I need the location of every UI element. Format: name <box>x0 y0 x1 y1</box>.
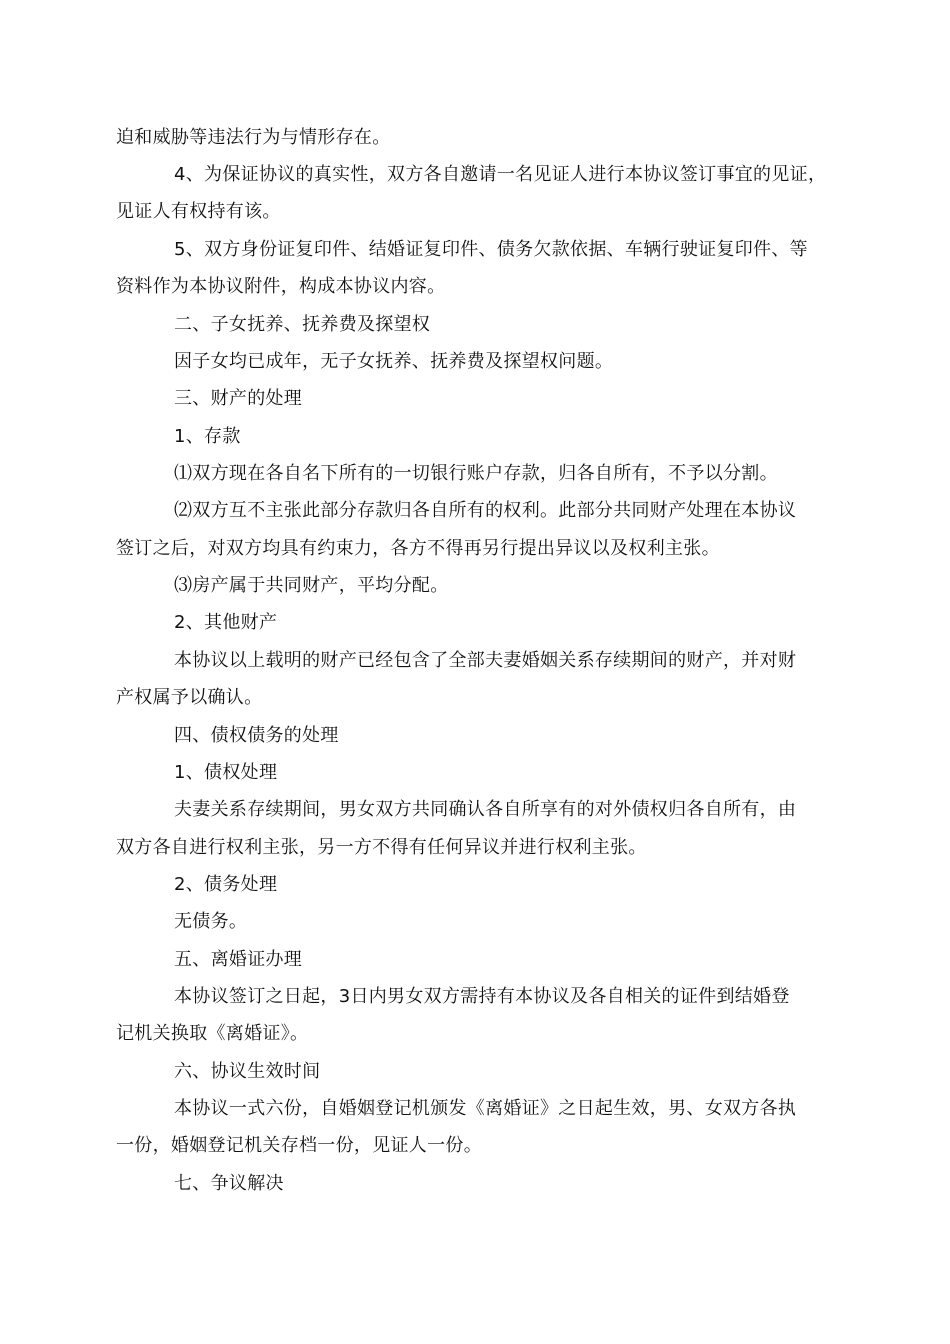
text-line: 5、双方身份证复印件、结婚证复印件、债务欠款依据、车辆行驶证复印件、等 <box>174 239 808 260</box>
section-heading: 二、子女抚养、抚养费及探望权 <box>174 314 431 335</box>
text-line: 双方各自进行权利主张，另一方不得有任何异议并进行权利主张。 <box>116 837 647 858</box>
text-line: 因子女均已成年，无子女抚养、抚养费及探望权问题。 <box>174 351 614 372</box>
text-line: 本协议以上载明的财产已经包含了全部夫妻婚姻关系存续期间的财产，并对财 <box>174 650 797 671</box>
text-line: 一份，婚姻登记机关存档一份，见证人一份。 <box>116 1135 482 1156</box>
subsection-heading: 1、债权处理 <box>174 762 278 783</box>
subsection-heading: 1、存款 <box>174 426 241 447</box>
section-heading: 六、协议生效时间 <box>174 1061 321 1082</box>
text-line: 迫和威胁等违法行为与情形存在。 <box>116 127 391 148</box>
text-line: 无债务。 <box>174 911 248 932</box>
text-line: 夫妻关系存续期间，男女双方共同确认各自所享有的对外债权归各自所有，由 <box>174 799 797 820</box>
section-heading: 七、争议解决 <box>174 1173 284 1194</box>
subsection-heading: 2、债务处理 <box>174 874 278 895</box>
text-line: 见证人有权持有该。 <box>116 201 281 222</box>
section-heading: 三、财产的处理 <box>174 388 303 409</box>
text-line: 4、为保证协议的真实性，双方各自邀请一名见证人进行本协议签订事宜的见证， <box>174 164 827 185</box>
text-line: 产权属予以确认。 <box>116 687 263 708</box>
text-line: 资料作为本协议附件，构成本协议内容。 <box>116 276 446 297</box>
section-heading: 五、离婚证办理 <box>174 949 303 970</box>
text-line: ⑴双方现在各自名下所有的一切银行账户存款，归各自所有，不予以分割。 <box>174 463 778 484</box>
text-line: 记机关换取《离婚证》。 <box>116 1023 309 1044</box>
text-line: 本协议签订之日起，3日内男女双方需持有本协议及各自相关的证件到结婚登 <box>174 986 790 1007</box>
text-line: ⑵双方互不主张此部分存款归各自所有的权利。此部分共同财产处理在本协议 <box>174 500 797 521</box>
text-line: 签订之后，对双方均具有约束力，各方不得再另行提出异议以及权利主张。 <box>116 538 720 559</box>
text-line: ⑶房产属于共同财产，平均分配。 <box>174 575 449 596</box>
section-heading: 四、债权债务的处理 <box>174 725 339 746</box>
subsection-heading: 2、其他财产 <box>174 612 278 633</box>
text-line: 本协议一式六份，自婚姻登记机颁发《离婚证》之日起生效，男、女双方各执 <box>174 1098 797 1119</box>
